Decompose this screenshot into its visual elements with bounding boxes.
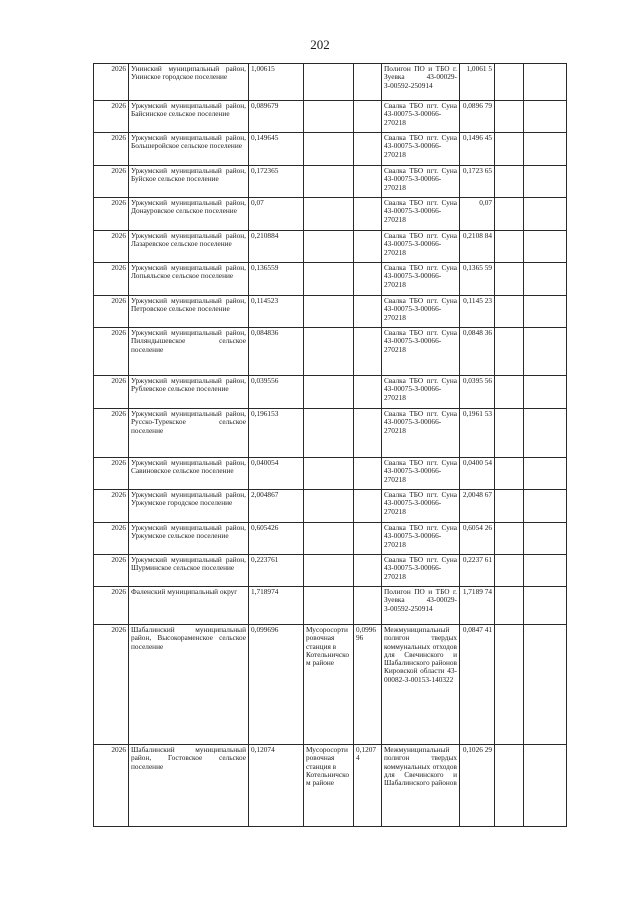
year-cell: 2026: [94, 458, 129, 490]
municipality-cell: Уржумский муниципальный район, Лазаревское сельское поселение: [129, 231, 249, 263]
year-cell: 2026: [94, 490, 129, 523]
disposal-object-cell: Межмуниципальный полигон твердых коммунальных отходов для Свечинского и Шабалинского районов: [382, 745, 460, 827]
facility-mass-cell: 0,1207 4: [354, 745, 382, 827]
year-cell: 2026: [94, 625, 129, 745]
sorting-facility-cell: [304, 376, 354, 409]
empty-cell: [495, 166, 524, 198]
table-row: [94, 458, 567, 490]
empty-cell: [524, 133, 567, 166]
empty-cell: [495, 745, 524, 827]
year-cell: 2026: [94, 376, 129, 409]
year-cell: 2026: [94, 523, 129, 555]
empty-cell: [524, 296, 567, 328]
municipality-cell: Уржумский муниципальный район, Пиляндышевское сельское поселение: [129, 328, 249, 376]
year-cell: 2026: [94, 198, 129, 231]
empty-cell: [524, 587, 567, 625]
sorting-facility-cell: [304, 409, 354, 458]
municipality-cell: Шабалинский муниципальный район, Гостовское сельское поселение: [129, 745, 249, 827]
disposal-object-cell: Свалка ТБО пгт. Суна 43-00075-З-00066-270218: [382, 490, 460, 523]
disposal-mass-cell: 0,0848 36: [460, 328, 495, 376]
disposal-mass-cell: 1,0061 5: [460, 64, 495, 101]
empty-cell: [524, 328, 567, 376]
sorting-facility-cell: [304, 198, 354, 231]
empty-cell: [524, 64, 567, 101]
facility-mass-cell: [354, 101, 382, 133]
empty-cell: [524, 745, 567, 827]
sorting-facility-cell: [304, 555, 354, 587]
empty-cell: [495, 101, 524, 133]
year-cell: 2026: [94, 745, 129, 827]
empty-cell: [495, 555, 524, 587]
empty-cell: [524, 490, 567, 523]
sorting-facility-cell: [304, 133, 354, 166]
disposal-mass-cell: 0,0847 41: [460, 625, 495, 745]
waste-mass-cell: 1,718974: [249, 587, 304, 625]
disposal-object-cell: Свалка ТБО пгт. Суна 43-00075-З-00066-270218: [382, 263, 460, 296]
facility-mass-cell: [354, 409, 382, 458]
waste-mass-cell: 0,099696: [249, 625, 304, 745]
year-cell: 2026: [94, 263, 129, 296]
facility-mass-cell: [354, 587, 382, 625]
sorting-facility-cell: [304, 458, 354, 490]
empty-cell: [524, 376, 567, 409]
disposal-mass-cell: 0,2237 61: [460, 555, 495, 587]
disposal-mass-cell: 0,2108 84: [460, 231, 495, 263]
year-cell: 2026: [94, 409, 129, 458]
facility-mass-cell: [354, 64, 382, 101]
year-cell: 2026: [94, 166, 129, 198]
sorting-facility-cell: [304, 587, 354, 625]
disposal-mass-cell: 2,0048 67: [460, 490, 495, 523]
year-cell: 2026: [94, 133, 129, 166]
disposal-object-cell: Свалка ТБО пгт. Суна 43-00075-З-00066-270218: [382, 328, 460, 376]
municipality-cell: Уржумский муниципальный район, Большеройское сельское поселение: [129, 133, 249, 166]
empty-cell: [524, 523, 567, 555]
year-cell: 2026: [94, 296, 129, 328]
year-cell: 2026: [94, 231, 129, 263]
sorting-facility-cell: [304, 328, 354, 376]
disposal-object-cell: Свалка ТБО пгт. Суна 43-00075-З-00066-270218: [382, 133, 460, 166]
municipality-cell: Уржумский муниципальный район, Петровское сельское поселение: [129, 296, 249, 328]
municipality-cell: Уржумский муниципальный район, Буйское сельское поселение: [129, 166, 249, 198]
disposal-object-cell: Свалка ТБО пгт. Суна 43-00075-З-00066-270218: [382, 231, 460, 263]
disposal-mass-cell: 0,1723 65: [460, 166, 495, 198]
waste-mass-cell: 0,196153: [249, 409, 304, 458]
empty-cell: [495, 263, 524, 296]
municipality-cell: Уржумский муниципальный район, Лопьяльское сельское поселение: [129, 263, 249, 296]
empty-cell: [495, 328, 524, 376]
empty-cell: [524, 409, 567, 458]
disposal-object-cell: Свалка ТБО пгт. Суна 43-00075-З-00066-270218: [382, 296, 460, 328]
sorting-facility-cell: [304, 263, 354, 296]
disposal-mass-cell: 0,0896 79: [460, 101, 495, 133]
table-row: [94, 296, 567, 328]
facility-mass-cell: [354, 328, 382, 376]
table-row: [94, 523, 567, 555]
year-cell: 2026: [94, 328, 129, 376]
empty-cell: [524, 166, 567, 198]
sorting-facility-cell: [304, 296, 354, 328]
sorting-facility-cell: Мусоросортировочная станция в Котельничском районе: [304, 745, 354, 827]
year-cell: 2026: [94, 101, 129, 133]
sorting-facility-cell: [304, 166, 354, 198]
waste-mass-cell: 0,089679: [249, 101, 304, 133]
disposal-object-cell: Свалка ТБО пгт. Суна 43-00075-З-00066-270218: [382, 376, 460, 409]
disposal-object-cell: Межмуниципальный полигон твердых коммунальных отходов для Свечинского и Шабалинского районов Кировской области 43-00082-З-00153-140322: [382, 625, 460, 745]
facility-mass-cell: [354, 263, 382, 296]
waste-mass-cell: 0,149645: [249, 133, 304, 166]
disposal-object-cell: Полигон ПО и ТБО г. Зуевка 43-00029-З-00592-250914: [382, 64, 460, 101]
waste-mass-cell: 0,223761: [249, 555, 304, 587]
empty-cell: [495, 458, 524, 490]
disposal-object-cell: Свалка ТБО пгт. Суна 43-00075-З-00066-270218: [382, 458, 460, 490]
municipality-cell: Уржумский муниципальный район, Байсинское сельское поселение: [129, 101, 249, 133]
sorting-facility-cell: [304, 231, 354, 263]
table-row: [94, 198, 567, 231]
waste-mass-cell: 0,136559: [249, 263, 304, 296]
sorting-facility-cell: Мусоросортировочная станция в Котельничском районе: [304, 625, 354, 745]
waste-mass-cell: 0,210884: [249, 231, 304, 263]
municipality-cell: Уржумский муниципальный район, Уржумское городское поселение: [129, 490, 249, 523]
table-row: [94, 625, 567, 745]
disposal-object-cell: Полигон ПО и ТБО г. Зуевка 43-00029-З-00592-250914: [382, 587, 460, 625]
table-row: [94, 587, 567, 625]
municipality-cell: Уржумский муниципальный район, Русско-Турекское сельское поселение: [129, 409, 249, 458]
table-row: [94, 166, 567, 198]
table-row: [94, 409, 567, 458]
disposal-mass-cell: 0,6054 26: [460, 523, 495, 555]
empty-cell: [524, 198, 567, 231]
empty-cell: [495, 376, 524, 409]
disposal-mass-cell: 0,0395 56: [460, 376, 495, 409]
waste-mass-cell: 2,004867: [249, 490, 304, 523]
municipality-cell: Фаленский муниципальный округ: [129, 587, 249, 625]
waste-mass-cell: 0,040054: [249, 458, 304, 490]
empty-cell: [495, 64, 524, 101]
waste-flow-table: [93, 63, 567, 827]
table-row: [94, 64, 567, 101]
table-row: [94, 376, 567, 409]
facility-mass-cell: [354, 490, 382, 523]
empty-cell: [495, 490, 524, 523]
facility-mass-cell: [354, 231, 382, 263]
empty-cell: [524, 101, 567, 133]
empty-cell: [495, 587, 524, 625]
empty-cell: [524, 458, 567, 490]
disposal-mass-cell: 0,1026 29: [460, 745, 495, 827]
table-row: [94, 555, 567, 587]
table-row: [94, 263, 567, 296]
disposal-mass-cell: 0,1961 53: [460, 409, 495, 458]
page-number: 202: [310, 37, 330, 52]
facility-mass-cell: [354, 458, 382, 490]
year-cell: 2026: [94, 587, 129, 625]
disposal-mass-cell: 1,7189 74: [460, 587, 495, 625]
disposal-object-cell: Свалка ТБО пгт. Суна 43-00075-З-00066-270218: [382, 555, 460, 587]
municipality-cell: Уржумский муниципальный район, Рублевское сельское поселение: [129, 376, 249, 409]
year-cell: 2026: [94, 555, 129, 587]
facility-mass-cell: [354, 376, 382, 409]
table-row: [94, 101, 567, 133]
waste-mass-cell: 0,114523: [249, 296, 304, 328]
disposal-mass-cell: 0,1365 59: [460, 263, 495, 296]
sorting-facility-cell: [304, 101, 354, 133]
table-body: [94, 64, 567, 827]
empty-cell: [495, 625, 524, 745]
table-row: [94, 231, 567, 263]
disposal-object-cell: Свалка ТБО пгт. Суна 43-00075-З-00066-270218: [382, 166, 460, 198]
empty-cell: [495, 198, 524, 231]
disposal-object-cell: Свалка ТБО пгт. Суна 43-00075-З-00066-270218: [382, 409, 460, 458]
year-cell: 2026: [94, 64, 129, 101]
facility-mass-cell: [354, 555, 382, 587]
waste-mass-cell: 0,039556: [249, 376, 304, 409]
empty-cell: [495, 231, 524, 263]
table-row: [94, 490, 567, 523]
waste-mass-cell: 0,07: [249, 198, 304, 231]
municipality-cell: Уржумский муниципальный район, Уржумское сельское поселение: [129, 523, 249, 555]
waste-mass-cell: 0,605426: [249, 523, 304, 555]
facility-mass-cell: [354, 296, 382, 328]
municipality-cell: Шабалинский муниципальный район, Высокораменское сельское поселение: [129, 625, 249, 745]
disposal-object-cell: Свалка ТБО пгт. Суна 43-00075-З-00066-270218: [382, 523, 460, 555]
municipality-cell: Уржумский муниципальный район, Донауровское сельское поселение: [129, 198, 249, 231]
facility-mass-cell: [354, 198, 382, 231]
waste-mass-cell: 0,084836: [249, 328, 304, 376]
disposal-mass-cell: 0,1145 23: [460, 296, 495, 328]
empty-cell: [495, 409, 524, 458]
empty-cell: [524, 555, 567, 587]
facility-mass-cell: [354, 523, 382, 555]
empty-cell: [495, 523, 524, 555]
disposal-mass-cell: 0,07: [460, 198, 495, 231]
empty-cell: [495, 133, 524, 166]
municipality-cell: Унинский муниципальный район, Унинское городское поселение: [129, 64, 249, 101]
disposal-object-cell: Свалка ТБО пгт. Суна 43-00075-З-00066-270218: [382, 198, 460, 231]
facility-mass-cell: [354, 133, 382, 166]
municipality-cell: Уржумский муниципальный район, Шурминское сельское поселение: [129, 555, 249, 587]
disposal-object-cell: Свалка ТБО пгт. Суна 43-00075-З-00066-270218: [382, 101, 460, 133]
municipality-cell: Уржумский муниципальный район, Савиновское сельское поселение: [129, 458, 249, 490]
waste-mass-cell: 0,172365: [249, 166, 304, 198]
empty-cell: [524, 231, 567, 263]
waste-mass-cell: 0,12074: [249, 745, 304, 827]
waste-mass-cell: 1,00615: [249, 64, 304, 101]
table-row: [94, 328, 567, 376]
empty-cell: [495, 296, 524, 328]
sorting-facility-cell: [304, 490, 354, 523]
disposal-mass-cell: 0,1496 45: [460, 133, 495, 166]
sorting-facility-cell: [304, 523, 354, 555]
table-row: [94, 745, 567, 827]
disposal-mass-cell: 0,0400 54: [460, 458, 495, 490]
empty-cell: [524, 263, 567, 296]
empty-cell: [524, 625, 567, 745]
sorting-facility-cell: [304, 64, 354, 101]
facility-mass-cell: 0,0996 96: [354, 625, 382, 745]
table-row: [94, 133, 567, 166]
facility-mass-cell: [354, 166, 382, 198]
